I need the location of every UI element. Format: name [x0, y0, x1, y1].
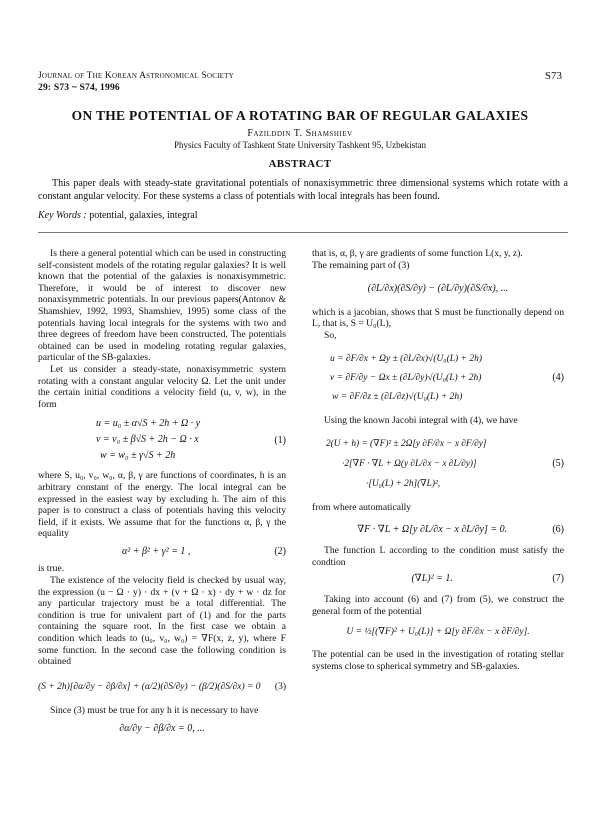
- author-affiliation: Physics Faculty of Tashkent State University Tashkent 95, Uzbekistan: [173, 140, 427, 150]
- right-paragraph-7: The function L according to the condition must satisfy the condtion: [312, 545, 564, 568]
- abstract-heading: ABSTRACT: [268, 158, 332, 170]
- equation-3-body: (S + 2h)[∂α/∂y − ∂β/∂x] + (α/2)(∂S/∂y) − (β/2)(∂S/∂x) = 0: [38, 681, 261, 692]
- right-paragraph-6: from where automatically: [312, 502, 412, 514]
- left-paragraph-6: Since (3) must be true for any h it is necessary to have: [50, 705, 259, 717]
- journal-name: Journal of The Korean Astronomical Society: [38, 71, 234, 81]
- equation-1c: w = w₀ ± γ√S + 2h: [100, 450, 176, 462]
- section-divider: [38, 232, 568, 233]
- equation-7-body: (∇L)² = 1.: [411, 572, 453, 584]
- equation-3: [38, 682, 286, 694]
- equation-6: [312, 524, 564, 536]
- equation-3b: ∂α/∂y − ∂β/∂x = 0, ...: [119, 723, 205, 734]
- equation-8: U = ½[(∇F)² + U₀(L)] + Ω[y ∂F/∂x − x ∂F/∂y].: [346, 627, 530, 638]
- equation-5b: ·2[∇F · ∇L + Ω(y ∂L/∂x − x ∂L/∂y)]: [342, 459, 477, 470]
- left-paragraph-2: Let us consider a steady-state, nonaxisymmetric system rotating with a constant angular velocity Ω. Let the unit under the certain initial conditions a velocity field (u, v, w), in the form: [38, 363, 286, 410]
- equation-7: [312, 573, 564, 585]
- keywords-text: potential, galaxies, integral: [89, 210, 198, 221]
- keywords-label: Key Words :: [38, 210, 87, 221]
- equation-1a: u = u₀ ± α√S + 2h + Ω · y: [96, 418, 201, 430]
- equation-1-number: (1): [274, 434, 286, 446]
- equation-1: [38, 416, 286, 464]
- paper-title: ON THE POTENTIAL OF A ROTATING BAR OF REGULAR GALAXIES: [71, 108, 529, 123]
- equation-3-number: (3): [274, 681, 286, 692]
- right-paragraph-1: that is, α, β, γ are gradients of some function L(x, y, z).: [312, 248, 523, 259]
- equation-5: [312, 434, 564, 494]
- right-paragraph-3: which is a jacobian, shows that S must be functionally depend on L, that is, S = U₀(L),: [312, 306, 564, 330]
- equation-4c: w = ∂F/∂z ± (∂L/∂z)√(U₀(L) + 2h): [332, 391, 463, 402]
- left-paragraph-1: Is there a general potential which can be used in constructing self-consistent models of the rotating regular galaxies? It is well known that the potential of the galaxies is nonaxisymmetric. Therefore, it would be of interest to discover new nonaxisymmetric potentials. In our previous papers(Antonov & Shamshiev, 1992, 1993, Shamshiev, 1995) some class of the potentials having local integrals for the systems with two and three degrees of freedom have been constructed. The potentials obtained can be used in modeling rotating regular galaxies, particular of the SB-galaxies.: [38, 248, 286, 364]
- equation-2: [38, 546, 286, 558]
- journal-header: [38, 70, 234, 94]
- equation-4-number: (4): [552, 372, 564, 384]
- right-column: [312, 248, 564, 672]
- equation-2-body: α² + β² + γ² = 1 ,: [121, 545, 191, 557]
- right-paragraph-4: So,: [324, 329, 337, 341]
- abstract-text: This paper deals with steady-state gravitational potentials of nonaxisymmetric three dimensional systems which rotate with a constant angular velocity. For these systems a class of potentials with local integrals has been found.: [38, 178, 568, 202]
- equation-1-block: [38, 416, 286, 464]
- equation-jacobian: (∂L/∂x)(∂S/∂y) − (∂L/∂y)(∂S/∂x), ...: [367, 283, 509, 295]
- equation-6-body: ∇F · ∇L + Ω[y ∂L/∂x − x ∂L/∂y] = 0.: [357, 523, 508, 535]
- equation-6-number: (6): [552, 523, 564, 535]
- right-paragraph-2: The remaining part of (3): [312, 259, 410, 271]
- right-paragraph-8: Taking into account (6) and (7) from (5), we construct the general form of the potential: [312, 594, 564, 617]
- right-paragraph-5: Using the known Jacobi integral with (4), we have: [324, 414, 518, 426]
- right-paragraph-9: The potential can be used in the investigation of rotating stellar systems close to spherical symmetry and SB-galaxies.: [312, 648, 564, 672]
- equation-5c: ·[U₀(L) + 2h](∇L)²,: [366, 479, 441, 490]
- left-paragraph-4: is true.: [38, 563, 65, 575]
- left-paragraph-3: where S, u₀, v₀, w₀, α, β, γ are functions of coordinates, h is an arbitrary constant of the energy. The local integral can be expressed in the easiest way by excluding h. The aim of this paper is to construct a class of potentials having this velocity field, if it exists. We assume that for the functions α, β, γ the equality: [38, 470, 286, 540]
- journal-citation: 29: S73 ~ S74, 1996: [38, 83, 120, 93]
- equation-4: [312, 350, 564, 407]
- equation-4b: v = ∂F/∂y − Ωx ± (∂L/∂y)√(U₀(L) + 2h): [330, 372, 482, 383]
- left-paragraph-5: The existence of the velocity field is checked by usual way, the expression (u − Ω · y) · dx + (v + Ω · x) · dy + w · dz for any particular trajectory must be a total differential. The condition is true for univalent part of (1) and for the parts containing the square root. In the first case we obtain a condition which leads to (u₀, v₀, w₀) = ∇F(x, z, y), where F some function. In the second case the following condition is obtained: [38, 575, 286, 668]
- author-name: Fazilddin T. Shamshiev: [247, 128, 353, 139]
- equation-5-number: (5): [552, 458, 564, 470]
- left-column: [38, 248, 286, 735]
- equation-4a: u = ∂F/∂x + Ωy ± (∂L/∂x)√(U₀(L) + 2h): [330, 353, 482, 364]
- page-number: S73: [544, 70, 562, 82]
- equation-2-number: (2): [274, 545, 286, 557]
- equation-5a: 2(U + h) = (∇F)² ± 2Ω[y ∂F/∂x − x ∂F/∂y]: [326, 439, 487, 450]
- equation-7-number: (7): [552, 572, 564, 584]
- equation-1b: v = v₀ ± β√S + 2h − Ω · x: [96, 434, 199, 446]
- keywords-line: [38, 210, 568, 221]
